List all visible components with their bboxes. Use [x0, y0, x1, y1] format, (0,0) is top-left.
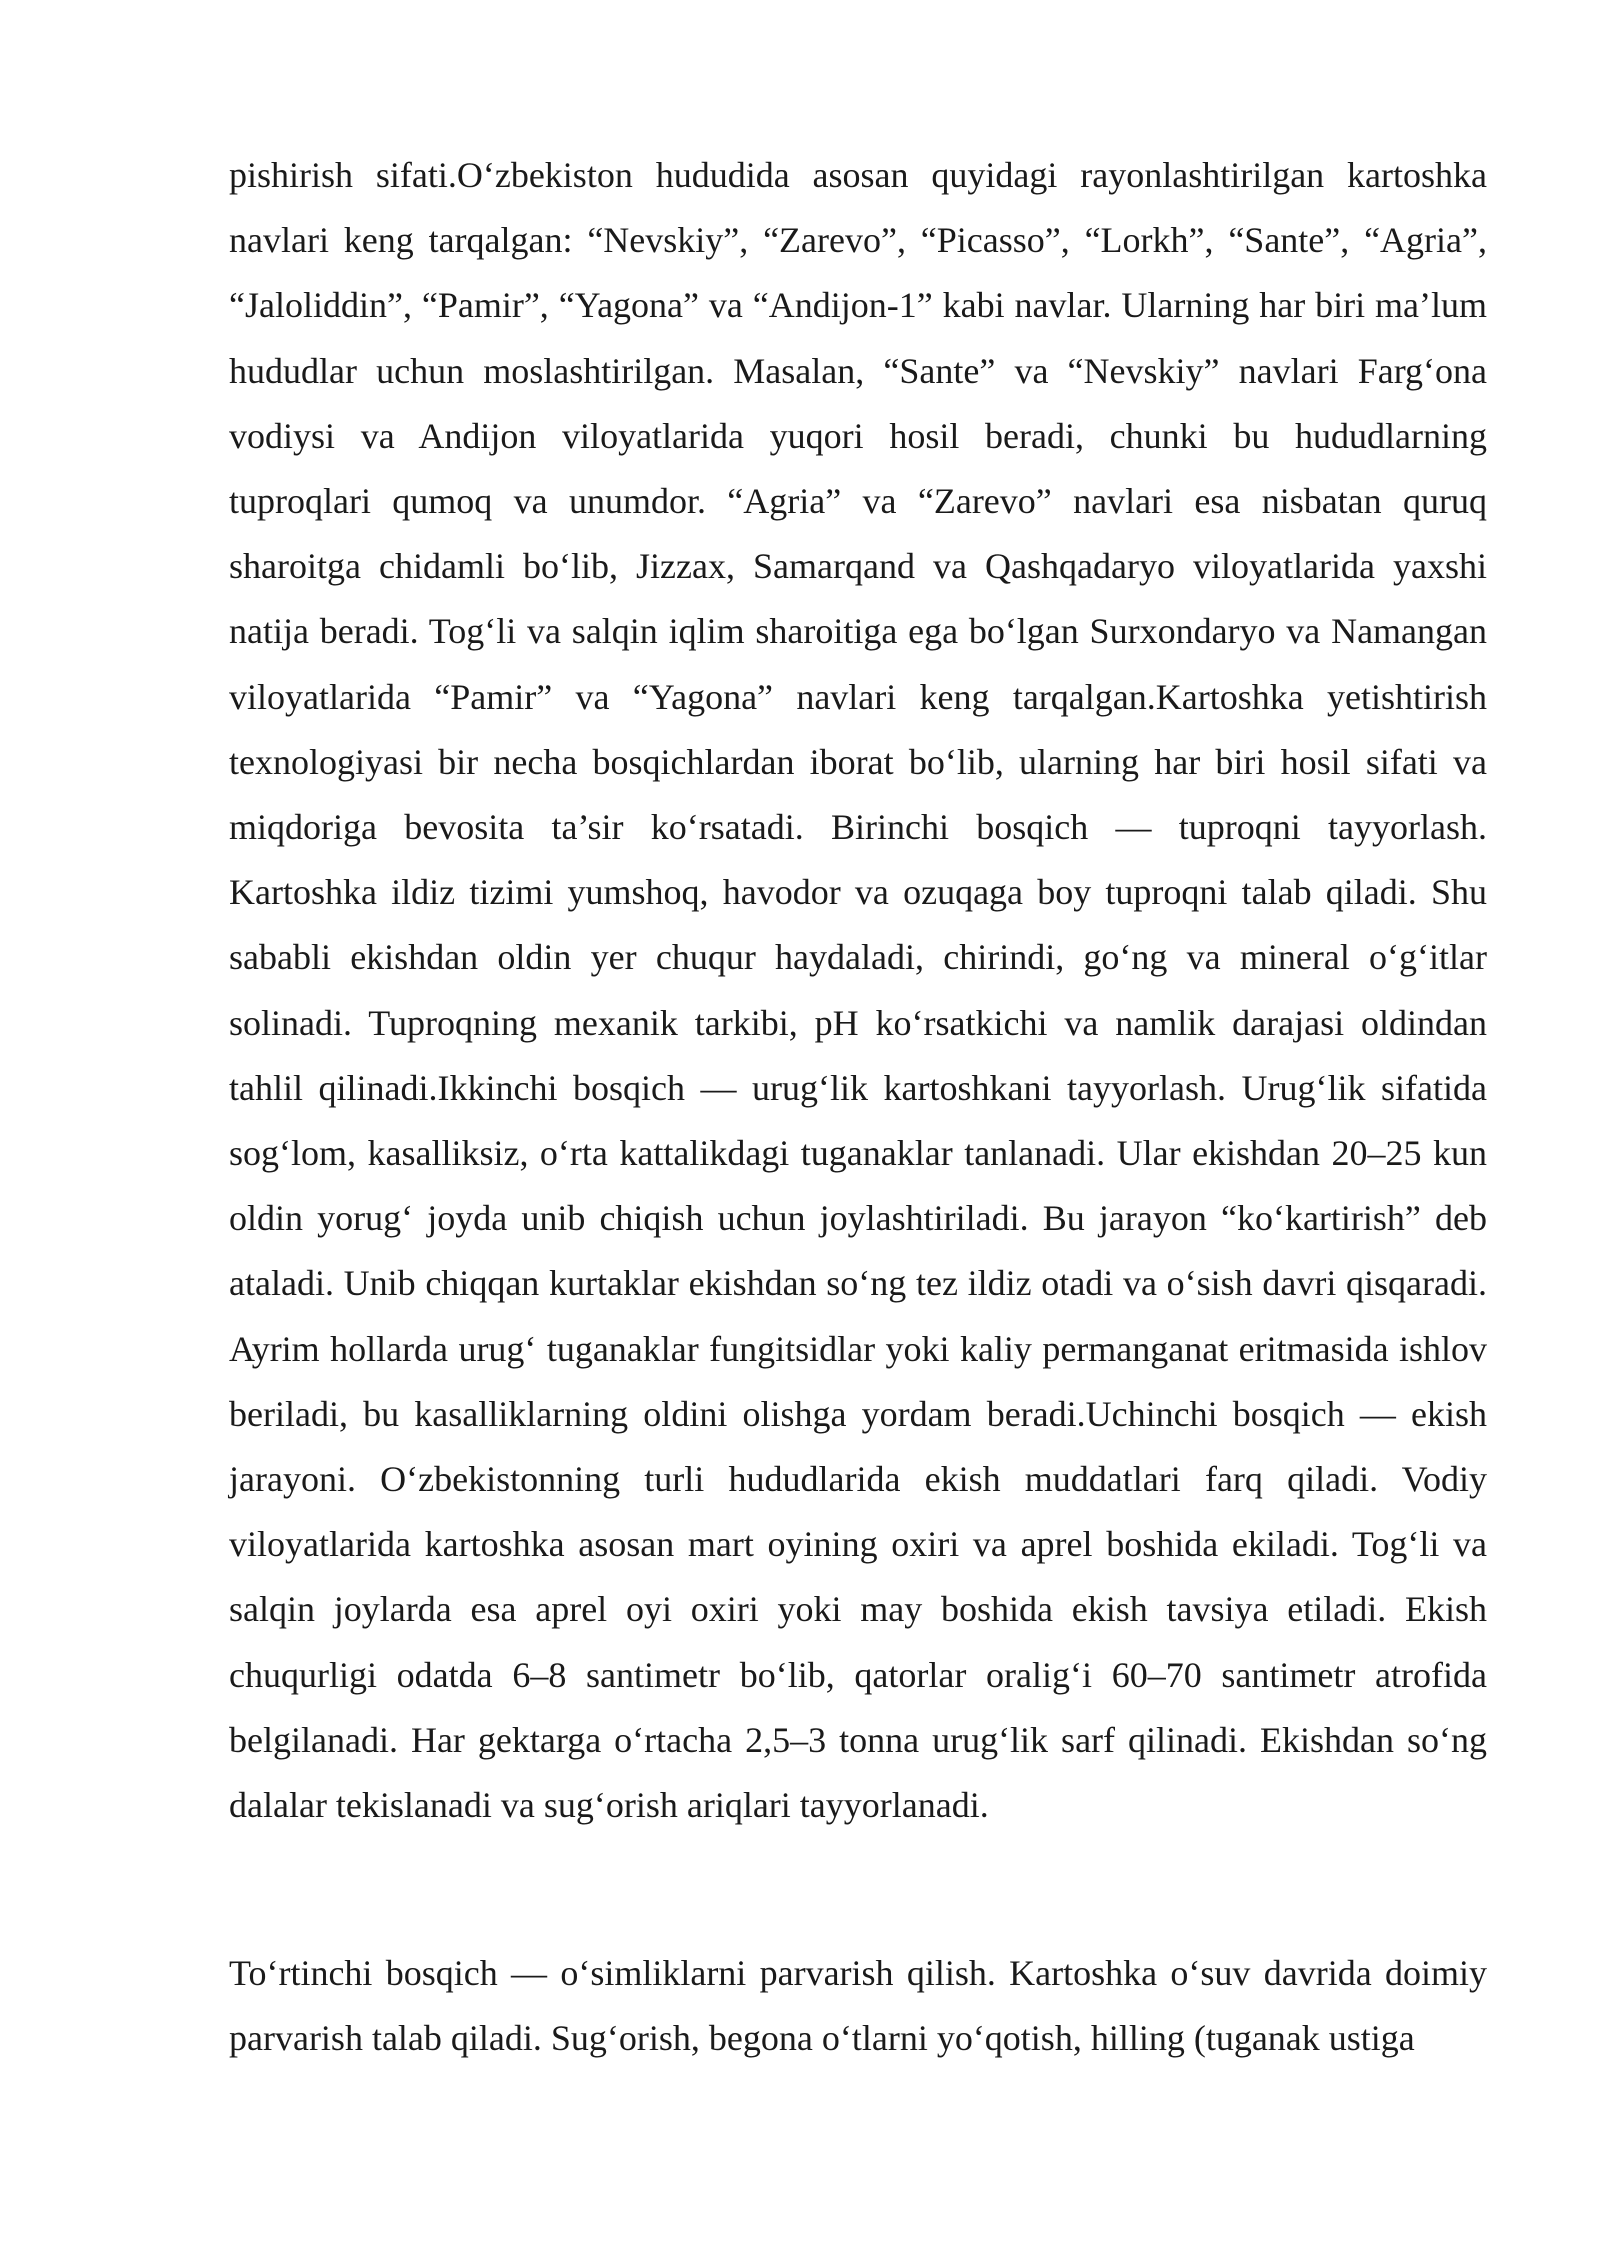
- body-paragraph-1: pishirish sifati.O‘zbekiston hududida asosan quyidagi rayonlashtirilgan kartoshka navlari keng tarqalgan: “Nevskiy”, “Zarevo”, “Picasso”, “Lorkh”, “Sante”, “Agria”, “Jaloliddin”, “Pamir”, “Yagona” va “Andijon-1” kabi navlar. Ularning har biri ma’lum hududlar uchun moslashtirilgan. Masalan, “Sante” va “Nevskiy” navlari Farg‘ona vodiysi va Andijon viloyatlarida yuqori hosil beradi, chunki bu hududlarning tuproqlari qumoq va unumdor. “Agria” va “Zarevo” navlari esa nisbatan quruq sharoitga chidamli bo‘lib, Jizzax, Samarqand va Qashqadaryo viloyatlarida yaxshi natija beradi. Tog‘li va salqin iqlim sharoitiga ega bo‘lgan Surxondaryo va Namangan viloyatlarida “Pamir” va “Yagona” navlari keng tarqalgan.Kartoshka yetishtirish texnologiyasi bir necha bosqichlardan iborat bo‘lib, ularning har biri hosil sifati va miqdoriga bevosita ta’sir ko‘rsatadi. Birinchi bosqich — tuproqni tayyorlash. Kartoshka ildiz tizimi yumshoq, havodor va ozuqaga boy tuproqni talab qiladi. Shu sababli ekishdan oldin yer chuqur haydaladi, chirindi, go‘ng va mineral o‘g‘itlar solinadi. Tuproqning mexanik tarkibi, pH ko‘rsatkichi va namlik darajasi oldindan tahlil qilinadi.Ikkinchi bosqich — urug‘lik kartoshkani tayyorlash. Urug‘lik sifatida sog‘lom, kasalliksiz, o‘rta kattalikdagi tuganaklar tanlanadi. Ular ekishdan 20–25 kun oldin yorug‘ joyda unib chiqish uchun joylashtiriladi. Bu jarayon “ko‘kartirish” deb ataladi. Unib chiqqan kurtaklar ekishdan so‘ng tez ildiz otadi va o‘sish davri qisqaradi. Ayrim hollarda urug‘ tuganaklar fungitsidlar yoki kaliy permanganat eritmasida ishlov beriladi, bu kasalliklarning oldini olishga yordam beradi.Uchinchi bosqich — ekish jarayoni. O‘zbekistonning turli hududlarida ekish muddatlari farq qiladi. Vodiy viloyatlarida kartoshka asosan mart oyining oxiri va aprel boshida ekiladi. Tog‘li va salqin joylarda esa aprel oyi oxiri yoki may boshida ekish tavsiya etiladi. Ekish chuqurligi odatda 6–8 santimetr bo‘lib, qatorlar oralig‘i 60–70 santimetr atrofida belgilanadi. Har gektarga o‘rtacha 2,5–3 tonna urug‘lik sarf qilinadi. Ekishdan so‘ng dalalar tekislanadi va sug‘orish ariqlari tayyorlanadi.: [229, 155, 1487, 1826]
- body-paragraph-2: To‘rtinchi bosqich — o‘simliklarni parvarish qilish. Kartoshka o‘suv davrida doimiy parvarish talab qiladi. Sug‘orish, begona o‘tlarni yo‘qotish, hilling (tuganak ustiga: [229, 1953, 1487, 2059]
